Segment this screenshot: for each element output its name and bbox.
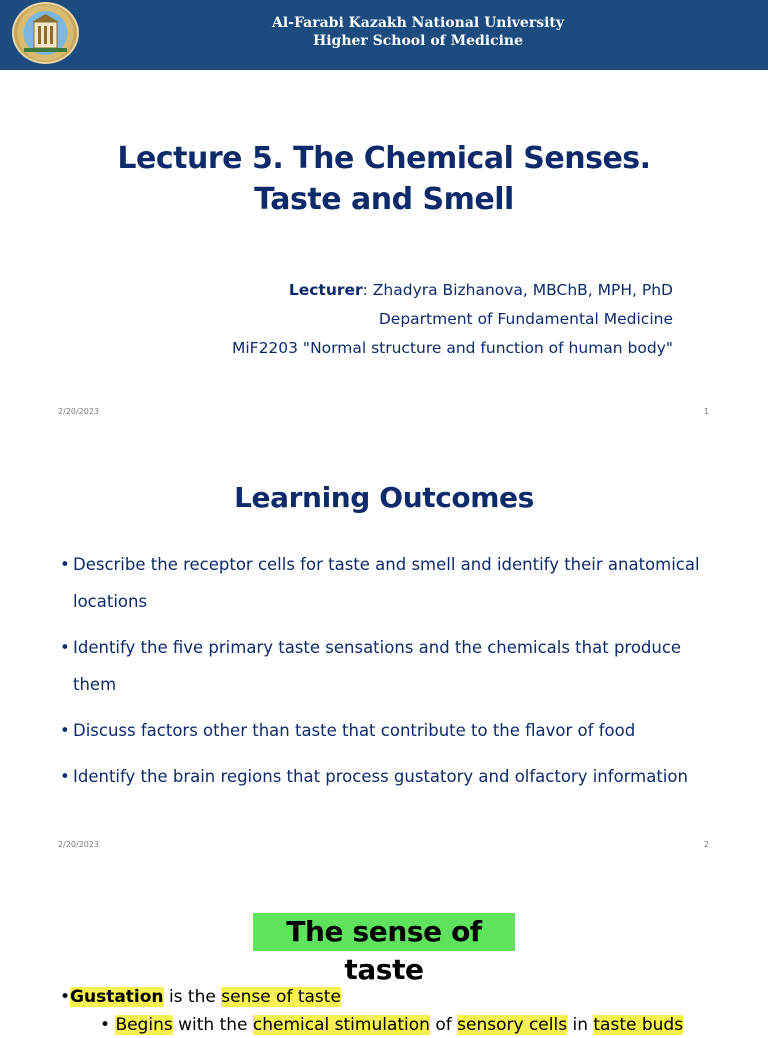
gustation-definition: sense of taste bbox=[221, 987, 341, 1007]
outcome-text: Discuss factors other than taste that contribute to the flavor of food bbox=[73, 721, 636, 740]
gustation-bullet bbox=[60, 984, 341, 1010]
sub-text-7: taste buds bbox=[593, 1015, 684, 1035]
list-item bbox=[60, 758, 720, 795]
header-title bbox=[220, 14, 616, 50]
slide2-title: Learning Outcomes bbox=[234, 481, 534, 514]
school-name: Higher School of Medicine bbox=[312, 33, 524, 49]
list-item bbox=[60, 629, 720, 703]
slide3-title: The sense of taste bbox=[253, 913, 515, 951]
list-item bbox=[60, 712, 720, 749]
outcome-text: Describe the receptor cells for taste and smell and identify their anatomical locations bbox=[73, 555, 700, 611]
slide1-title-line2: Taste and Smell bbox=[254, 182, 514, 217]
gustation-mid: is the bbox=[163, 987, 222, 1007]
course: MiF2203 "Normal structure and function of human body" bbox=[231, 339, 673, 357]
bullet: • bbox=[60, 638, 70, 657]
slide2-page-number: 2 bbox=[704, 840, 710, 849]
lecturer-line bbox=[232, 276, 673, 305]
gustation-term: Gustation bbox=[70, 987, 164, 1007]
slide1-title bbox=[0, 138, 768, 220]
slide2-date: 2/20/2023 bbox=[58, 840, 100, 849]
university-logo bbox=[12, 2, 79, 64]
sub-text-5: sensory cells bbox=[457, 1015, 568, 1035]
slide1-title-line1: Lecture 5. The Chemical Senses. bbox=[117, 141, 651, 176]
bullet: • bbox=[60, 987, 71, 1007]
bullet: • bbox=[60, 767, 70, 786]
department: Department of Fundamental Medicine bbox=[378, 310, 673, 328]
sub-text-2: with the bbox=[172, 1015, 253, 1035]
outcome-text: Identify the five primary taste sensations and the chemicals that produce them bbox=[73, 638, 682, 694]
outcome-text: Identify the brain regions that process gustatory and olfactory information bbox=[73, 767, 688, 786]
slide1-date: 2/20/2023 bbox=[58, 407, 100, 416]
outcomes-list bbox=[60, 546, 720, 804]
lecturer-label: Lecturer bbox=[288, 281, 363, 299]
bullet: • bbox=[60, 555, 70, 574]
slide1-page-number: 1 bbox=[704, 407, 710, 416]
bullet: • bbox=[60, 721, 70, 740]
sub-text-1: Begins bbox=[115, 1015, 173, 1035]
sub-bullet: • bbox=[100, 1015, 116, 1035]
sub-text-6: in bbox=[567, 1015, 594, 1035]
header-bar bbox=[0, 0, 768, 70]
lecturer-name: : Zhadyra Bizhanova, MBChB, MPH, PhD bbox=[362, 281, 673, 299]
sub-text-4: of bbox=[429, 1015, 458, 1035]
gustation-sub-bullet bbox=[100, 1012, 683, 1038]
lecturer-info bbox=[232, 276, 673, 363]
university-name: Al-Farabi Kazakh National University bbox=[271, 15, 565, 31]
sub-text-3: chemical stimulation bbox=[252, 1015, 430, 1035]
list-item bbox=[60, 546, 720, 620]
